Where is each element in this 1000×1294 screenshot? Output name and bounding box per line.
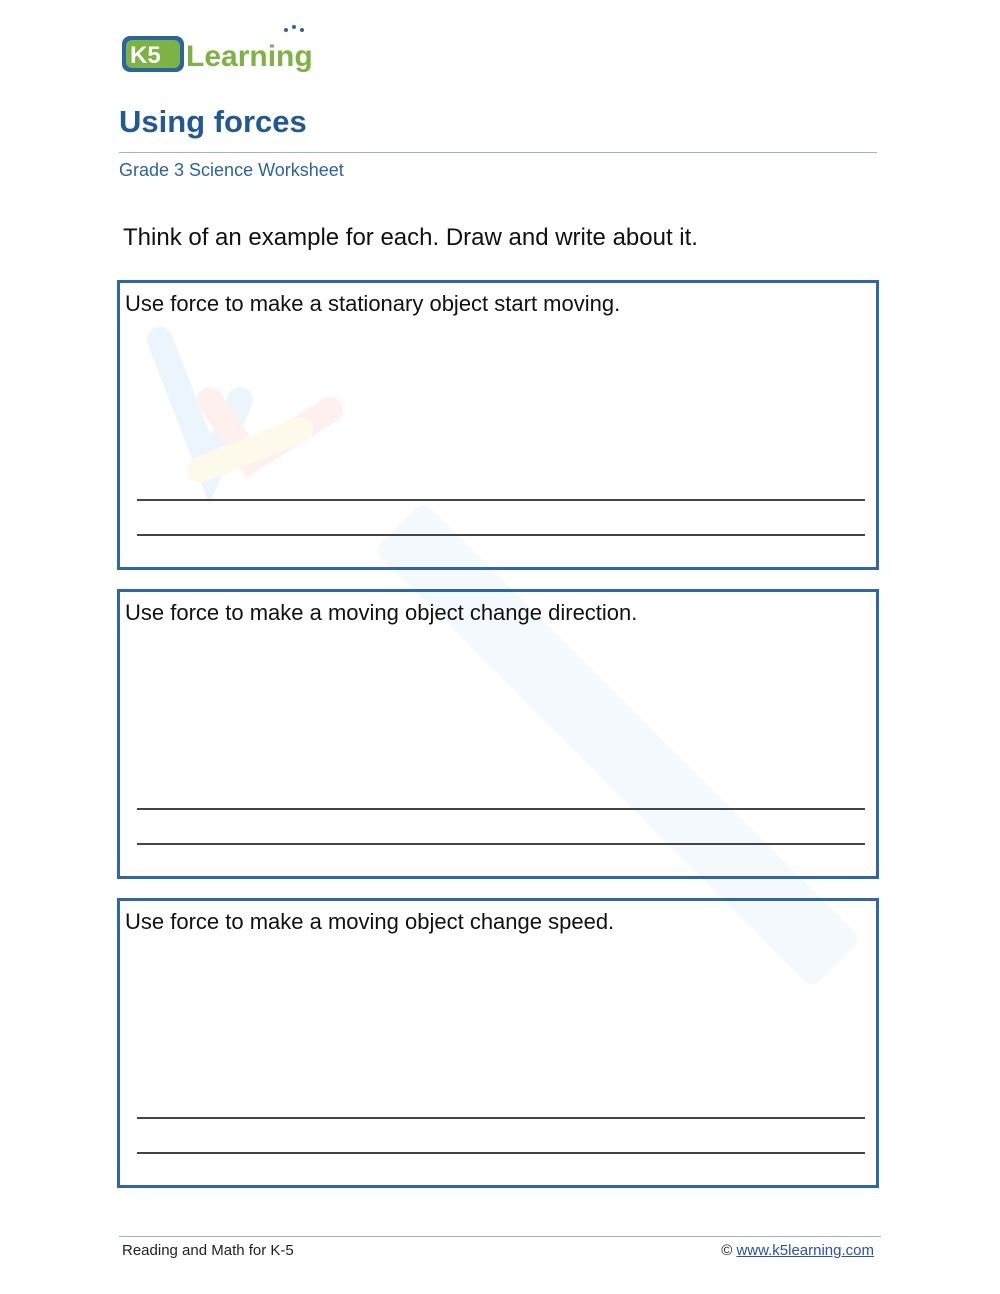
svg-text:Learning: Learning <box>186 40 313 73</box>
writing-line <box>137 1117 865 1119</box>
footer-tagline: Reading and Math for K-5 <box>122 1242 294 1259</box>
box-prompt: Use force to make a stationary object start moving. <box>125 291 621 316</box>
k5-website-link[interactable]: www.k5learning.com <box>736 1242 874 1259</box>
writing-line <box>137 843 865 845</box>
box-prompt: Use force to make a moving object change direction. <box>125 600 638 625</box>
answer-box-1[interactable] <box>117 280 879 570</box>
title-divider <box>119 152 877 153</box>
box-prompt: Use force to make a moving object change speed. <box>125 909 615 934</box>
instructions-text: Think of an example for each. Draw and write about it. <box>123 224 698 251</box>
copyright-symbol: © <box>721 1242 733 1259</box>
footer-copyright <box>721 1242 874 1259</box>
writing-line <box>137 534 865 536</box>
k5-learning-logo <box>120 22 340 78</box>
writing-line <box>137 808 865 810</box>
answer-box-3[interactable] <box>117 898 879 1188</box>
writing-line <box>137 499 865 501</box>
svg-text:K5: K5 <box>130 42 161 69</box>
writing-line <box>137 1152 865 1154</box>
page-subtitle: Grade 3 Science Worksheet <box>119 160 344 180</box>
answer-box-2[interactable] <box>117 589 879 879</box>
footer-divider <box>119 1236 881 1237</box>
page-title: Using forces <box>119 104 307 139</box>
